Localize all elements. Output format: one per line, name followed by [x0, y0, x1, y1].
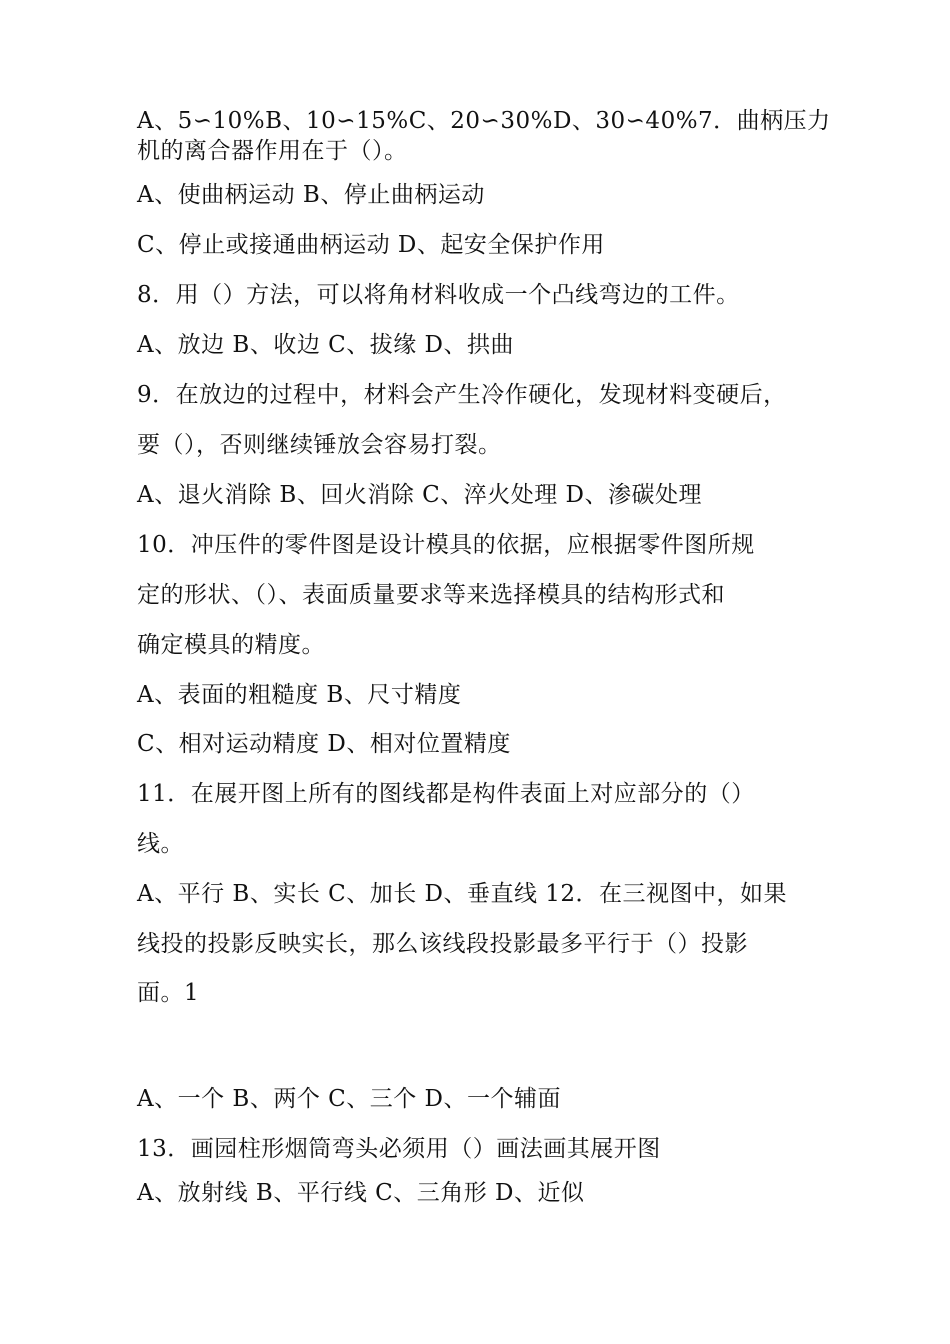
text-line: A、退火消除 B、回火消除 C、淬火处理 D、渗碳处理: [137, 482, 702, 508]
text-line: 9．在放边的过程中，材料会产生冷作硬化，发现材料变硬后，: [137, 382, 787, 408]
text-line: 线投的投影反映实长，那么该线段投影最多平行于（）投影: [137, 931, 748, 957]
text-line: 线。: [137, 831, 184, 857]
text-line: C、相对运动精度 D、相对位置精度: [137, 731, 511, 757]
text-line: A、表面的粗糙度 B、尺寸精度: [137, 682, 462, 708]
text-line: A、放边 B、收边 C、拔缘 D、拱曲: [137, 332, 514, 358]
text-line: 10．冲压件的零件图是设计模具的依据，应根据零件图所规: [137, 532, 755, 558]
text-line: 要（），否则继续锤放会容易打裂。: [137, 432, 502, 458]
text-line: 11．在展开图上所有的图线都是构件表面上对应部分的（）: [137, 781, 755, 807]
text-line: C、停止或接通曲柄运动 D、起安全保护作用: [137, 232, 605, 258]
text-line: A、一个 B、两个 C、三个 D、一个辅面: [137, 1086, 561, 1112]
text-line: 机的离合器作用在于（）。: [137, 138, 408, 164]
text-line: 面。1: [137, 980, 200, 1006]
text-line: 确定模具的精度。: [137, 632, 325, 658]
text-line: 13．画园柱形烟筒弯头必须用（）画法画其展开图: [137, 1136, 661, 1162]
text-line: A、使曲柄运动 B、停止曲柄运动: [137, 182, 485, 208]
text-line: A、平行 B、实长 C、加长 D、垂直线 12．在三视图中，如果: [137, 881, 788, 907]
text-line: A、放射线 B、平行线 C、三角形 D、近似: [137, 1180, 585, 1206]
text-line: 8．用（）方法，可以将角材料收成一个凸线弯边的工件。: [137, 282, 740, 308]
text-line: A、5∽10%B、10∽15%C、20∽30%D、30∽40%7．曲柄压力: [137, 108, 831, 134]
text-line: 定的形状、（）、表面质量要求等来选择模具的结构形式和: [137, 582, 725, 608]
